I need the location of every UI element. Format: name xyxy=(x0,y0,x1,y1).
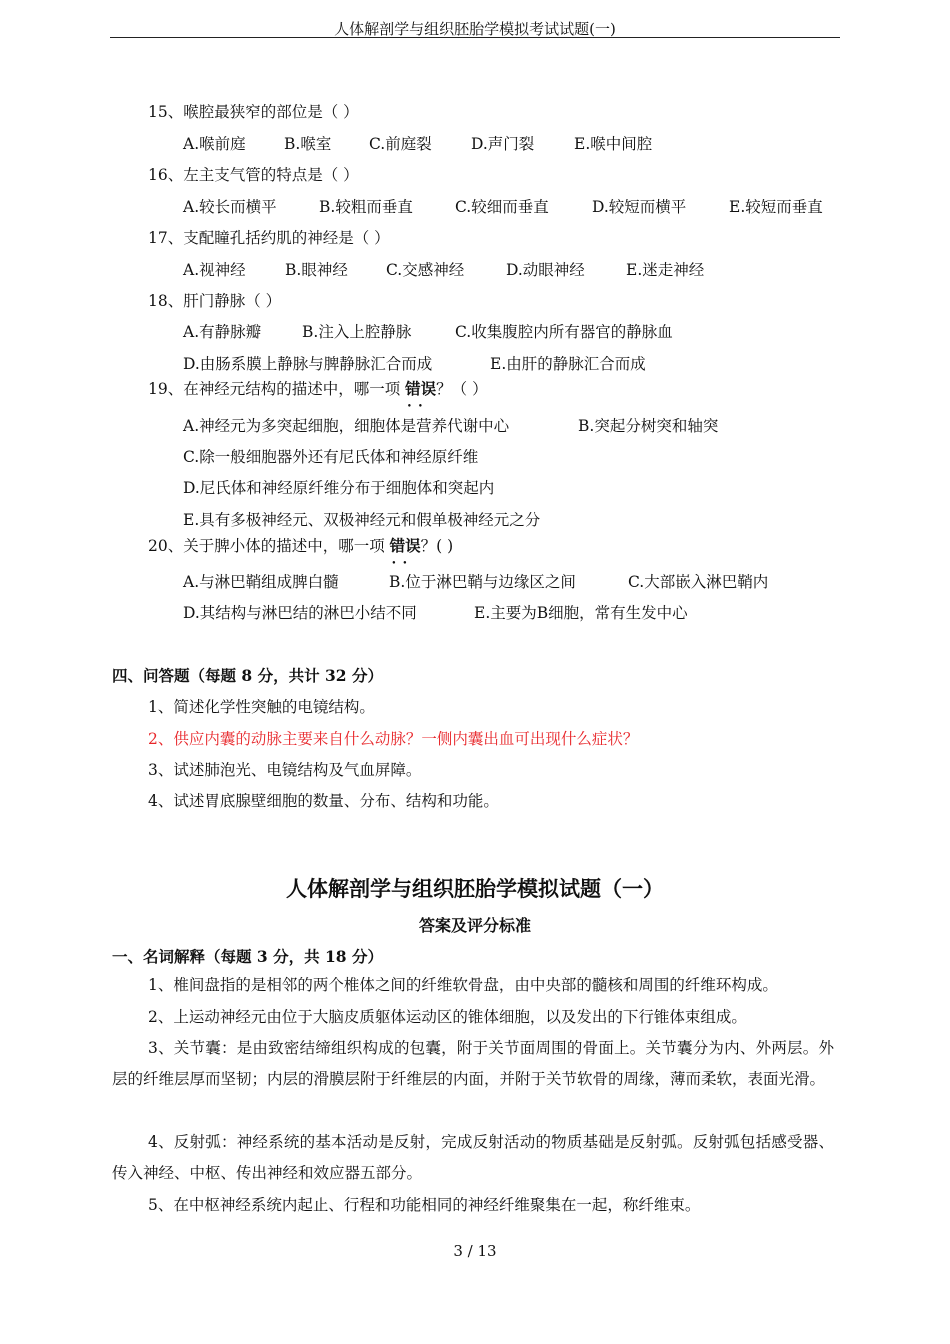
answer-paragraph-1: 1、椎间盘指的是相邻的两个椎体之间的纤维软骨盘，由中央部的髓核和周围的纤维环构成。 xyxy=(148,976,778,994)
q17-option-a: A.视神经 xyxy=(183,261,246,279)
q17-option-d: D.动眼神经 xyxy=(506,261,585,279)
q17-option-e: E.迷走神经 xyxy=(626,261,705,279)
q20-emphasis: 错误 • • xyxy=(390,534,421,556)
q18-option-a: A.有静脉瓣 xyxy=(183,323,262,341)
q18-option-b: B.注入上腔静脉 xyxy=(302,323,412,341)
section-4-item-2: 2、供应内囊的动脉主要来自什么动脉？一侧内囊出血可出现什么症状？ xyxy=(148,730,639,748)
q17-option-c: C.交感神经 xyxy=(386,261,465,279)
q17-option-b: B.眼神经 xyxy=(285,261,348,279)
q19-stem-post: ？（ ） xyxy=(436,380,488,398)
q15-option-e: E.喉中间腔 xyxy=(574,135,653,153)
answer-paragraph-4: 4、反射弧：神经系统的基本活动是反射，完成反射活动的物质基础是反射弧。反射弧包括感受器、传入神经、中枢、传出神经和效应器五部分。 xyxy=(112,1133,834,1182)
header-rule xyxy=(110,37,840,38)
q19-option-e: E.具有多极神经元、双极神经元和假单极神经元之分 xyxy=(183,511,541,529)
header-title: 人体解剖学与组织胚胎学模拟考试试题(一) xyxy=(334,20,616,38)
q20-stem-pre: 20、关于脾小体的描述中，哪一项 xyxy=(148,537,390,555)
q18-option-e: E.由肝的静脉汇合而成 xyxy=(490,355,646,373)
question-18-stem: 18、肝门静脉（ ） xyxy=(148,292,282,310)
q20-option-c: C.大部嵌入淋巴鞘内 xyxy=(628,573,769,591)
q20-option-a: A.与淋巴鞘组成脾白髓 xyxy=(183,573,339,591)
question-17-stem: 17、支配瞳孔括约肌的神经是（ ） xyxy=(148,229,390,247)
q16-option-c: C.较细而垂直 xyxy=(455,198,549,216)
q19-stem-pre: 19、在神经元结构的描述中，哪一项 xyxy=(148,380,406,398)
q19-option-c: C.除一般细胞器外还有尼氏体和神经原纤维 xyxy=(183,448,479,466)
section-4-item-3: 3、试述肺泡光、电镜结构及气血屏障。 xyxy=(148,761,422,779)
q16-option-a: A.较长而横平 xyxy=(183,198,277,216)
q20-stem-post: ？( ) xyxy=(420,537,454,555)
question-15-stem: 15、喉腔最狭窄的部位是（ ） xyxy=(148,103,359,121)
q19-option-d: D.尼氏体和神经原纤维分布于细胞体和突起内 xyxy=(183,479,495,497)
section-4-item-1: 1、简述化学性突触的电镜结构。 xyxy=(148,698,375,716)
answers-subtitle: 答案及评分标准 xyxy=(418,916,531,935)
q15-option-c: C.前庭裂 xyxy=(369,135,432,153)
q15-option-a: A.喉前庭 xyxy=(183,135,246,153)
q19-emphasis: 错误 • • xyxy=(405,377,436,399)
q16-option-d: D.较短而横平 xyxy=(592,198,687,216)
answer-paragraph-3: 3、关节囊：是由致密结缔组织构成的包囊，附于关节面周围的骨面上。关节囊分为内、外两层。外层的纤维层厚而坚韧；内层的滑膜层附于纤维层的内面，并附于关节软骨的周缘，薄而柔软，表面光滑。 xyxy=(112,1039,834,1088)
answers-title: 人体解剖学与组织胚胎学模拟试题（一） xyxy=(286,876,664,901)
q16-option-e: E.较短而垂直 xyxy=(729,198,823,216)
answer-paragraph-2: 2、上运动神经元由位于大脑皮质躯体运动区的锥体细胞，以及发出的下行锥体束组成。 xyxy=(148,1008,747,1026)
q19-option-a: A.神经元为多突起细胞，细胞体是营养代谢中心 xyxy=(183,417,510,435)
section-4-item-4: 4、试述胃底腺壁细胞的数量、分布、结构和功能。 xyxy=(148,792,499,810)
q15-option-d: D.声门裂 xyxy=(471,135,535,153)
q16-option-b: B.较粗而垂直 xyxy=(319,198,413,216)
q15-option-b: B.喉室 xyxy=(284,135,332,153)
section-4-heading: 四、问答题（每题 8 分，共计 32 分） xyxy=(112,666,383,685)
question-16-stem: 16、左主支气管的特点是（ ） xyxy=(148,166,359,184)
q19-option-b: B.突起分树突和轴突 xyxy=(578,417,719,435)
question-19-stem xyxy=(148,377,488,399)
answers-section-1-heading: 一、名词解释（每题 3 分，共 18 分） xyxy=(112,947,383,966)
page-number: 3 / 13 xyxy=(453,1242,497,1260)
q18-option-d: D.由肠系膜上静脉与脾静脉汇合而成 xyxy=(183,355,433,373)
q20-option-e: E.主要为B细胞，常有生发中心 xyxy=(474,604,688,622)
q18-option-c: C.收集腹腔内所有器官的静脉血 xyxy=(455,323,673,341)
q20-option-d: D.其结构与淋巴结的淋巴小结不同 xyxy=(183,604,417,622)
answer-paragraph-5: 5、在中枢神经系统内起止、行程和功能相同的神经纤维聚集在一起，称纤维束。 xyxy=(148,1196,701,1214)
question-20-stem xyxy=(148,534,453,556)
q20-option-b: B.位于淋巴鞘与边缘区之间 xyxy=(389,573,576,591)
